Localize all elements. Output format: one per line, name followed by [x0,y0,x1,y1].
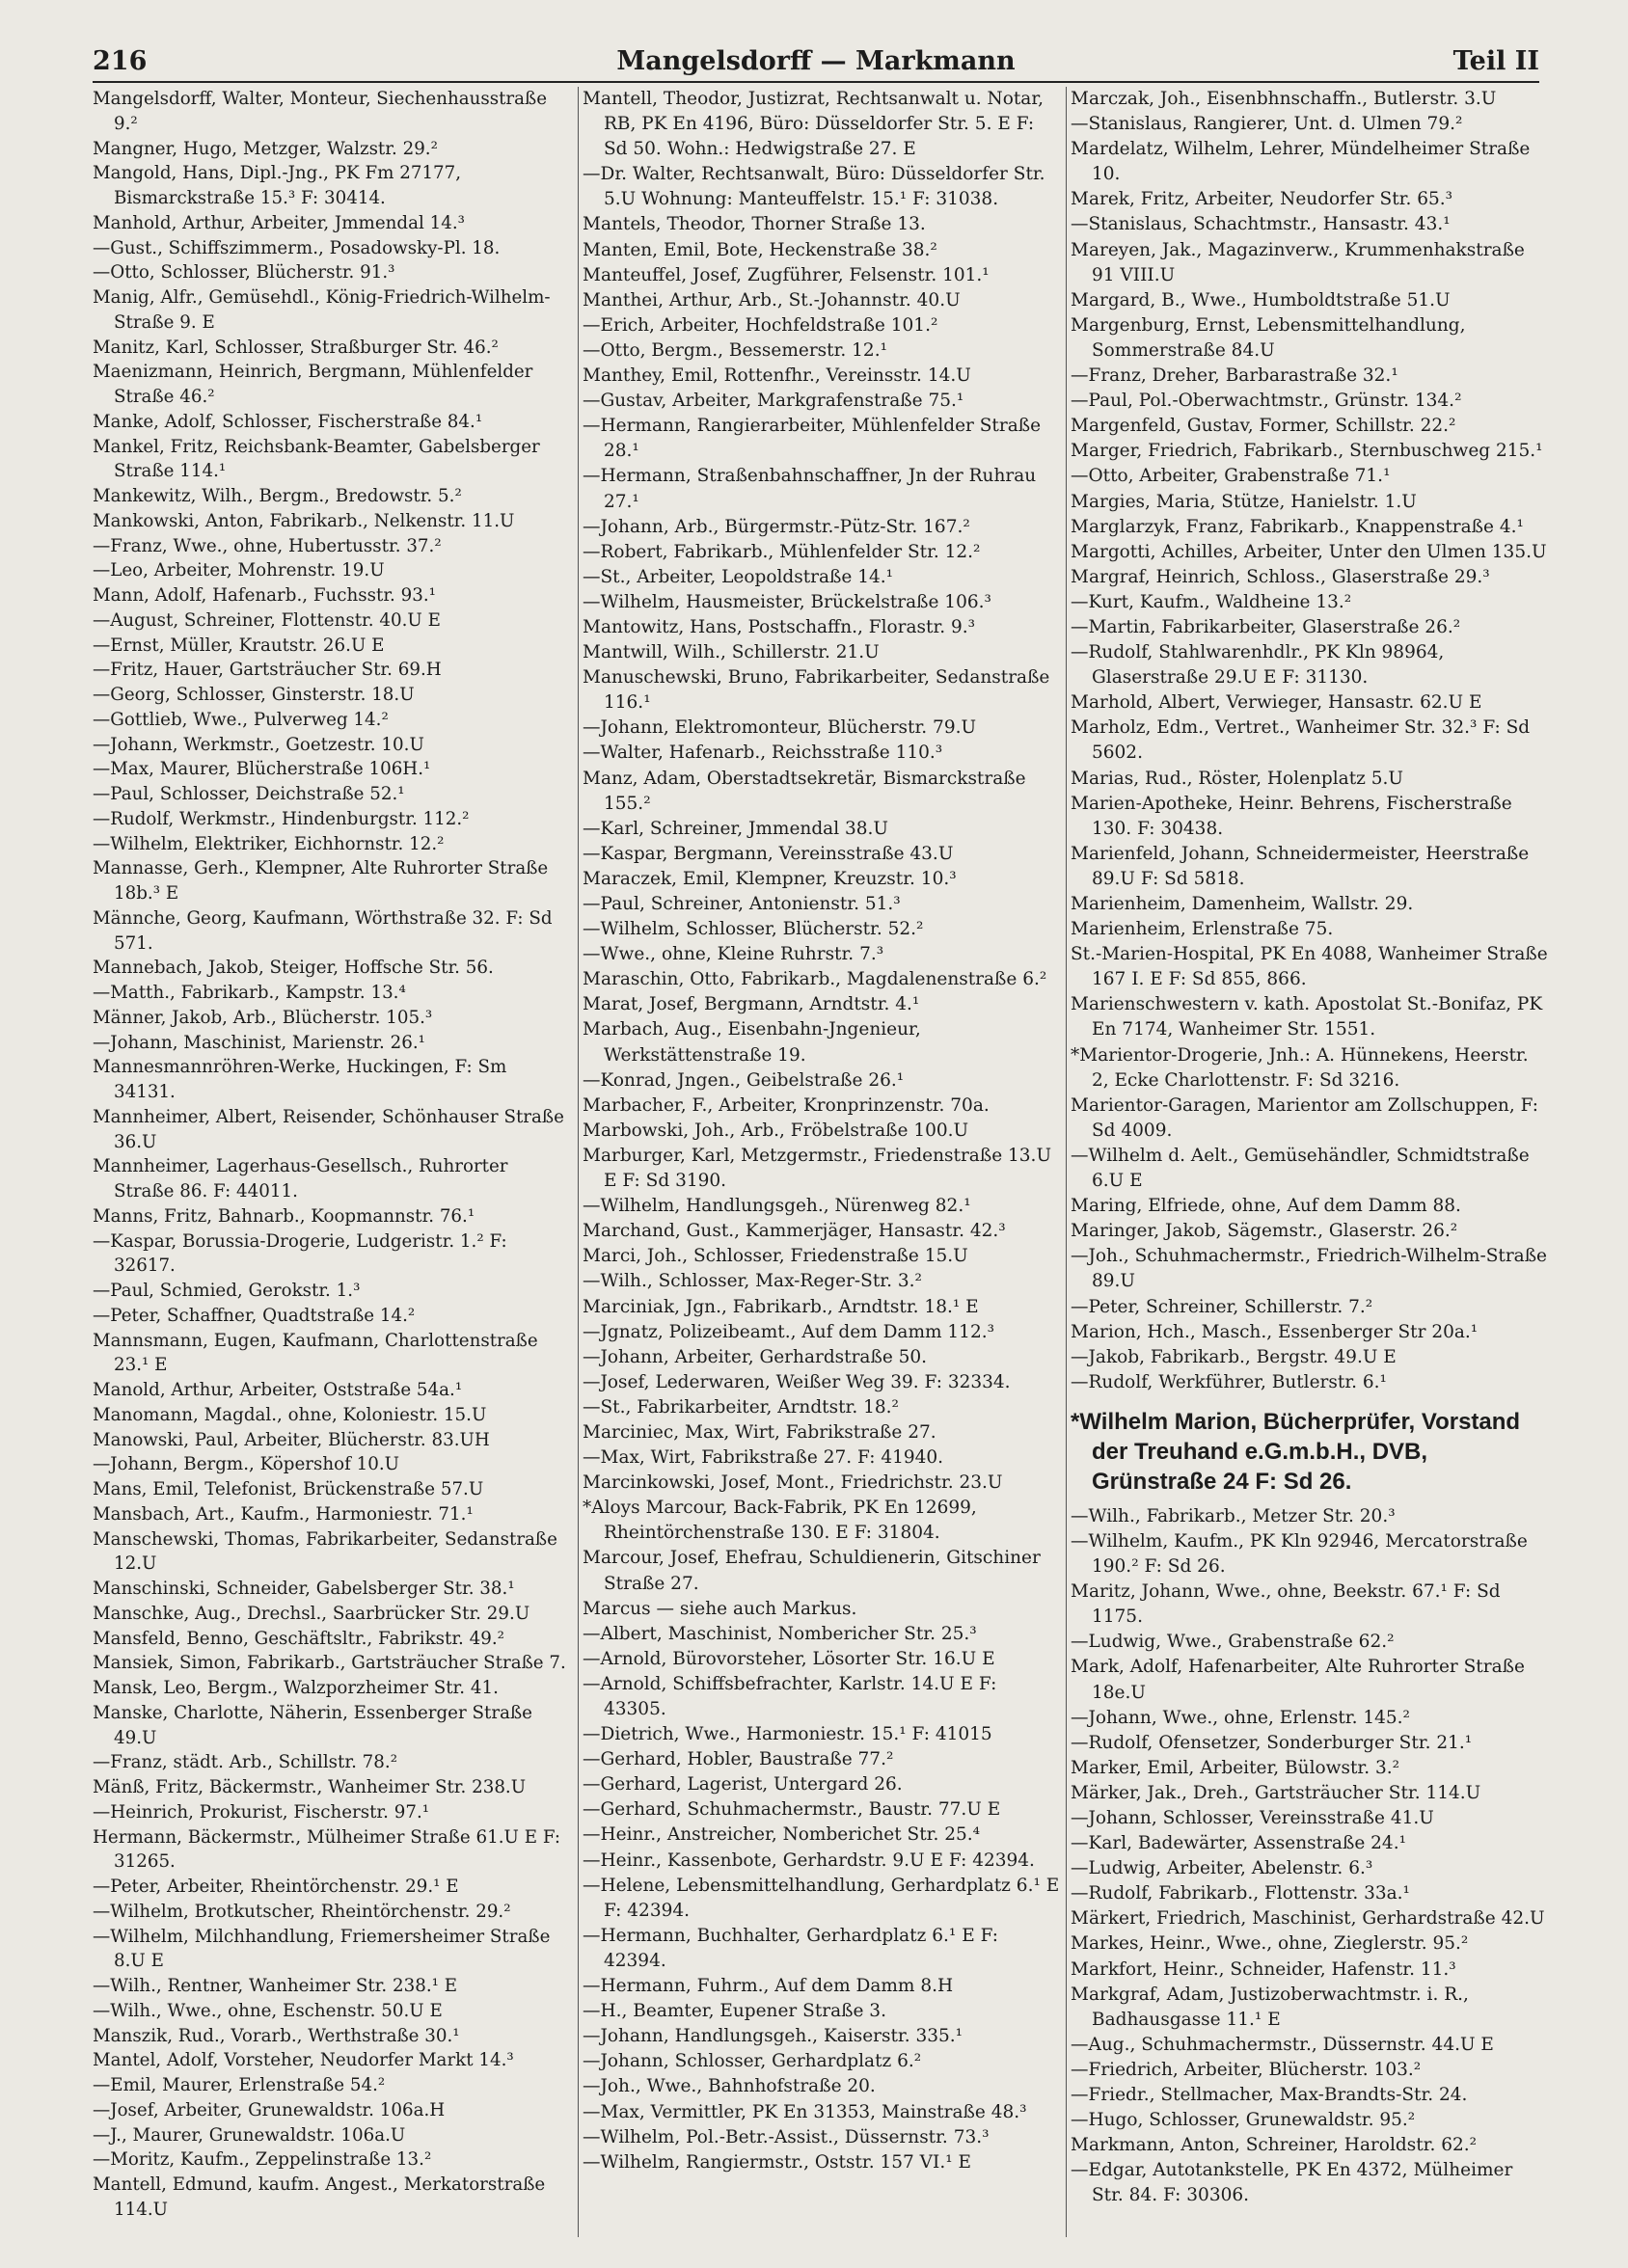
directory-entry: Mannsmann, Eugen, Kaufmann, Charlottenstraße 23.¹ E [93,1330,538,1376]
directory-entry: —Peter, Arbeiter, Rheintörchenstr. 29.¹ E [93,1876,459,1897]
directory-entry: —Johann, Wwe., ohne, Erlenstr. 145.² [1071,1707,1410,1728]
directory-entry: Marbacher, F., Arbeiter, Kronprinzenstr. 70a. [583,1094,990,1116]
directory-entry: Mareyen, Jak., Magazinverw., Krummenhakstraße 91 VIII.U [1071,239,1525,285]
directory-entry: Marker, Emil, Arbeiter, Bülowstr. 3.² [1071,1757,1400,1778]
directory-entry: Manschewski, Thomas, Fabrikarbeiter, Sedanstraße 12.U [93,1528,557,1575]
directory-entry: —Wwe., ohne, Kleine Ruhrstr. 7.³ [583,944,884,965]
directory-entry: Marias, Rud., Röster, Holenplatz 5.U [1071,768,1404,789]
part-label: Teil II [1452,46,1539,76]
directory-entry: Margies, Maria, Stütze, Hanielstr. 1.U [1071,491,1417,512]
directory-entry: —Max, Wirt, Fabrikstraße 27. F: 41940. [583,1447,944,1469]
directory-entry: Mankel, Fritz, Reichsbank-Beamter, Gabelsberger Straße 114.¹ [93,436,540,482]
directory-entry: —Edgar, Autotankstelle, PK En 4372, Mülheimer Str. 84. F: 30306. [1071,2160,1513,2206]
directory-entry: —Gustav, Arbeiter, Markgrafenstraße 75.¹ [583,391,964,412]
advertisement-entry: *Wilhelm Marion, Bücherprüfer, Vorstand der Treuhand e.G.m.b.H., DVB, Grünstraße 24 F: Sd 26. [1071,1408,1521,1495]
directory-entry: Manteuffel, Josef, Zugführer, Felsenstr. 101.¹ [583,264,990,285]
directory-entry: Markes, Heinr., Wwe., ohne, Zieglerstr. 95.² [1071,1933,1469,1955]
directory-entry: —Jakob, Fabrikarb., Bergstr. 49.U E [1071,1346,1397,1367]
directory-entry: —Ernst, Müller, Krautstr. 26.U E [93,634,385,656]
directory-entry: Markfort, Heinr., Schneider, Hafenstr. 11.³ [1071,1958,1456,1980]
directory-entry: —Gottlieb, Wwe., Pulverweg 14.² [93,709,389,730]
directory-entry: Markgraf, Adam, Justizoberwachtmstr. i. R., Badhausgasse 11.¹ E [1071,1984,1469,2030]
directory-entry: Manten, Emil, Bote, Heckenstraße 38.² [583,239,937,260]
directory-entry: Manns, Fritz, Bahnarb., Koopmannstr. 76.¹ [93,1205,475,1227]
directory-entry: —Paul, Pol.-Oberwachtmstr., Grünstr. 134.² [1071,391,1462,412]
directory-entry: Marglarzyk, Franz, Fabrikarb., Knappenstraße 4.¹ [1071,516,1524,537]
directory-entry: Mankewitz, Wilh., Bergm., Bredowstr. 5.² [93,486,462,506]
directory-entry: Mark, Adolf, Hafenarbeiter, Alte Ruhrorter Straße 18e.U [1071,1657,1525,1703]
page-number: 216 [93,46,148,76]
directory-entry: Manz, Adam, Oberstadtsekretär, Bismarckstraße 155.² [583,768,1026,814]
directory-entry: —St., Fabrikarbeiter, Arndtstr. 18.² [583,1396,899,1418]
directory-entry: Mankowski, Anton, Fabrikarb., Nelkenstr. 11.U [93,510,515,531]
directory-entry: —Walter, Hafenarb., Reichsstraße 110.³ [583,742,943,764]
directory-entry: —Johann, Werkmstr., Goetzestr. 10.U [93,734,424,755]
directory-entry: Margenfeld, Gustav, Former, Schillstr. 22.² [1071,416,1456,437]
directory-entry: —Hermann, Fuhrm., Auf dem Damm 8.H [583,1976,954,1997]
directory-entry: —Stanislaus, Rangierer, Unt. d. Ulmen 79.² [1071,114,1463,135]
directory-entry: —Max, Vermittler, PK En 31353, Mainstraße 48.³ [583,2101,1027,2122]
directory-entry: Mantell, Theodor, Justizrat, Rechtsanwalt u. Notar, RB, PK En 4196, Büro: Düsseldorfer Str. 5. E F: Sd 50. Wohn.: Hedwigstraße 27. E [583,89,1045,160]
directory-entry: Marienfeld, Johann, Schneidermeister, Heerstraße 89.U F: Sd 5818. [1071,843,1530,889]
directory-entry: Marion, Hch., Masch., Essenberger Str 20a.¹ [1071,1321,1479,1342]
directory-entry: Manthei, Arthur, Arb., St.-Johannstr. 40.U [583,289,961,310]
directory-entry: —Moritz, Kaufm., Zeppelinstraße 13.² [93,2149,432,2171]
directory-entry: —St., Arbeiter, Leopoldstraße 14.¹ [583,566,894,587]
directory-entry: —Wilhelm, Pol.-Betr.-Assist., Düssernstr. 73.³ [583,2126,990,2147]
directory-entry: Manke, Adolf, Schlosser, Fischerstraße 84.¹ [93,411,483,432]
directory-entry: —Wilhelm, Schlosser, Blücherstr. 52.² [583,919,924,940]
directory-entry: —Joh., Schuhmachermstr., Friedrich-Wilhelm-Straße 89.U [1071,1246,1547,1292]
directory-entry: —Josef, Lederwaren, Weißer Weg 39. F: 32334. [583,1371,1011,1392]
directory-entry: Marburger, Karl, Metzgermstr., Friedenstraße 13.U E F: Sd 3190. [583,1145,1052,1192]
directory-entry: —Friedrich, Arbeiter, Blücherstr. 103.² [1071,2059,1422,2080]
directory-entry: Maraczek, Emil, Klempner, Kreuzstr. 10.³ [583,868,957,889]
directory-entry: Mantell, Edmund, kaufm. Angest., Merkatorstraße 114.U [93,2174,546,2220]
directory-entry: Mannebach, Jakob, Steiger, Hoffsche Str. 56. [93,958,494,979]
directory-entry: Märker, Jak., Dreh., Gartsträucher Str. 114.U [1071,1782,1481,1803]
directory-entry: —Wilhelm, Handlungsgeh., Nürenweg 82.¹ [583,1196,971,1217]
directory-entry: Manthey, Emil, Rottenfhr., Vereinsstr. 14.U [583,365,971,387]
directory-entry: Mangold, Hans, Dipl.-Jng., PK Fm 27177, Bismarckstraße 15.³ F: 30414. [93,163,462,208]
directory-entry: —Ludwig, Arbeiter, Abelenstr. 6.³ [1071,1858,1373,1879]
directory-entry: Maringer, Jakob, Sägemstr., Glaserstr. 26.² [1071,1221,1458,1242]
directory-entry: Mansfeld, Benno, Geschäftsltr., Fabrikstr. 49.² [93,1628,504,1649]
column-right-bottom [1071,1504,1549,2209]
directory-entry: Marcus — siehe auch Markus. [583,1598,857,1619]
directory-entry: —Hermann, Rangierarbeiter, Mühlenfelder Straße 28.¹ [583,416,1042,462]
directory-entry: Mansiek, Simon, Fabrikarb., Gartsträucher Straße 7. [93,1653,566,1674]
directory-entry: Manschke, Aug., Drechsl., Saarbrücker Str. 29.U [93,1603,530,1624]
directory-entry: —Robert, Fabrikarb., Mühlenfelder Str. 12.² [583,541,981,562]
directory-entry: —Hermann, Buchhalter, Gerhardplatz 6.¹ E F: 42394. [583,1925,998,1971]
directory-entry: —Hermann, Straßenbahnschaffner, Jn der Ruhrau 27.¹ [583,466,1037,512]
directory-entry: —Rudolf, Werkführer, Butlerstr. 6.¹ [1071,1371,1387,1392]
directory-entry: —Max, Maurer, Blücherstraße 106H.¹ [93,759,431,780]
page-header [93,46,1539,85]
directory-entry: —Otto, Bergm., Bessemerstr. 12.¹ [583,339,887,361]
directory-entry: —Matth., Fabrikarb., Kampstr. 13.⁴ [93,983,406,1003]
directory-entry: —Albert, Maschinist, Nombericher Str. 25.³ [583,1623,977,1644]
directory-entry: —Johann, Bergm., Köpershof 10.U [93,1454,400,1475]
directory-entry: —Johann, Schlosser, Vereinsstraße 41.U [1071,1808,1434,1828]
directory-entry: —Heinr., Anstreicher, Nomberichet Str. 25.⁴ [583,1824,981,1846]
directory-entry: —Wilhelm, Elektriker, Eichhornstr. 12.² [93,833,445,854]
directory-entry: —Rudolf, Werkmstr., Hindenburgstr. 112.² [93,808,470,829]
directory-entry: —Wilhelm d. Aelt., Gemüsehändler, Schmidtstraße 6.U E [1071,1145,1530,1192]
directory-entry: —Wilh., Wwe., ohne, Eschenstr. 50.U E [93,2000,443,2021]
directory-entry: Marien-Apotheke, Heinr. Behrens, Fischerstraße 130. F: 30438. [1071,793,1512,839]
directory-entry: —Leo, Arbeiter, Mohrenstr. 19.U [93,560,385,581]
directory-entry: Manuschewski, Bruno, Fabrikarbeiter, Sedanstraße 116.¹ [583,667,1050,714]
directory-entry: Marhold, Albert, Verwieger, Hansastr. 62.U E [1071,692,1482,714]
directory-entry: Marbowski, Joh., Arb., Fröbelstraße 100.U [583,1120,969,1141]
directory-entry: —Wilhelm, Brotkutscher, Rheintörchenstr. 29.² [93,1901,511,1922]
directory-entry: Marciniak, Jgn., Fabrikarb., Arndtstr. 18.¹ E [583,1296,979,1317]
directory-entry: —Heinrich, Prokurist, Fischerstr. 97.¹ [93,1801,430,1822]
column-divider [1066,87,1067,2237]
directory-entry: —Friedr., Stellmacher, Max-Brandts-Str. 24. [1071,2085,1468,2106]
directory-entry: —Paul, Schlosser, Deichstraße 52.¹ [93,784,405,804]
directory-entry: Mannheimer, Albert, Reisender, Schönhauser Straße 36.U [93,1106,564,1152]
directory-entry: —Martin, Fabrikarbeiter, Glaserstraße 26.² [1071,616,1461,637]
page-title: Mangelsdorff — Markmann [616,46,1016,76]
column-middle [583,87,1061,2175]
header-rule [93,81,1539,83]
directory-entry: —Wilh., Rentner, Wanheimer Str. 238.¹ E [93,1976,458,1996]
directory-entry: —Dietrich, Wwe., Harmoniestr. 15.¹ F: 41015 [583,1724,992,1745]
directory-entry: —H., Beamter, Eupener Straße 3. [583,2001,886,2022]
directory-entry: —Gerhard, Hobler, Baustraße 77.² [583,1749,894,1770]
directory-entry: —Wilhelm, Kaufm., PK Kln 92946, Mercatorstraße 190.² F: Sd 26. [1071,1530,1528,1578]
directory-entry: —Wilh., Fabrikarb., Metzer Str. 20.³ [1071,1505,1396,1526]
directory-entry: —Georg, Schlosser, Ginsterstr. 18.U [93,685,415,705]
directory-entry: —Johann, Handlungsgeh., Kaiserstr. 335.¹ [583,2026,963,2047]
directory-entry: —Arnold, Bürovorsteher, Lösorter Str. 16.U E [583,1648,995,1669]
directory-entry: Männche, Georg, Kaufmann, Wörthstraße 32. F: Sd 571. [93,907,553,954]
directory-entry: Maritz, Johann, Wwe., ohne, Beekstr. 67.¹ F: Sd 1175. [1071,1581,1501,1628]
directory-entry: Marciniec, Max, Wirt, Fabrikstraße 27. [583,1421,936,1443]
directory-entry: —Wilhelm, Rangiermstr., Oststr. 157 VI.¹ E [583,2151,972,2173]
directory-entry: Maraschin, Otto, Fabrikarb., Magdalenenstraße 6.² [583,969,1047,990]
directory-entry: —Kaspar, Borussia-Drogerie, Ludgeristr. 1.² F: 32617. [93,1230,507,1277]
directory-entry: Marcinkowski, Josef, Mont., Friedrichstr. 23.U [583,1472,1003,1494]
directory-entry: Marek, Fritz, Arbeiter, Neudorfer Str. 65.³ [1071,189,1453,210]
directory-entry: —Franz, Wwe., ohne, Hubertusstr. 37.² [93,535,442,556]
column-right [1071,87,1549,2209]
directory-entry: *Aloys Marcour, Back-Fabrik, PK En 12699, Rheintörchenstraße 130. E F: 31804. [583,1498,977,1544]
directory-entry: Marczak, Joh., Eisenbhnschaffn., Butlerstr. 3.U [1071,89,1497,109]
directory-entry: —Wilhelm, Milchhandlung, Friemersheimer Straße 8.U E [93,1926,551,1972]
directory-entry: Mantowitz, Hans, Postschaffn., Florastr. 9.³ [583,616,976,637]
directory-entry: —Rudolf, Fabrikarb., Flottenstr. 33a.¹ [1071,1883,1410,1904]
directory-entry: Marienheim, Damenheim, Wallstr. 29. [1071,894,1414,914]
directory-entry: —Wilh., Schlosser, Max-Reger-Str. 3.² [583,1271,922,1292]
directory-entry: —August, Schreiner, Flottenstr. 40.U E [93,609,441,631]
directory-entry: Manitz, Karl, Schlosser, Straßburger Str. 46.² [93,337,499,358]
directory-entry: —Arnold, Schiffsbefrachter, Karlstr. 14.U E F: 43305. [583,1673,997,1719]
directory-entry: Mangner, Hugo, Metzger, Walzstr. 29.² [93,138,438,159]
directory-entry: Mansbach, Art., Kaufm., Harmoniestr. 71.¹ [93,1503,474,1525]
column-left [93,87,571,2223]
directory-entry: —Johann, Maschinist, Marienstr. 26.¹ [93,1032,425,1053]
directory-entry: Manhold, Arthur, Arbeiter, Jmmendal 14.³ [93,212,465,233]
directory-entry: —Johann, Arb., Bürgermstr.-Pütz-Str. 167.² [583,516,970,537]
directory-entry: Marbach, Aug., Eisenbahn-Jngenieur, Werkstättenstraße 19. [583,1019,921,1066]
directory-entry: —Konrad, Jngen., Geibelstraße 26.¹ [583,1069,905,1091]
directory-entry: —Paul, Schreiner, Antonienstr. 51.³ [583,894,901,914]
directory-entry: —Rudolf, Stahlwarenhdlr., PK Kln 98964, Glaserstraße 29.U E F: 31130. [1071,642,1445,688]
directory-entry: —Paul, Schmied, Gerokstr. 1.³ [93,1281,361,1301]
directory-entry: Markmann, Anton, Schreiner, Haroldstr. 62.² [1071,2135,1478,2156]
directory-entry: Marholz, Edm., Vertret., Wanheimer Str. 32.³ F: Sd 5602. [1071,717,1531,764]
directory-entry: Marchand, Gust., Kammerjäger, Hansastr. 42.³ [583,1221,1006,1242]
directory-entry: Marientor-Garagen, Marientor am Zollschuppen, F: Sd 4009. [1071,1094,1538,1141]
directory-entry: —Wilhelm, Hausmeister, Brückelstraße 106.³ [583,591,991,612]
directory-entry: —Kaspar, Bergmann, Vereinsstraße 43.U [583,843,954,864]
directory-entry: Manske, Charlotte, Näherin, Essenberger Straße 49.U [93,1702,532,1748]
directory-entry: Margard, B., Wwe., Humboldtstraße 51.U [1071,289,1451,310]
directory-entry: —Dr. Walter, Rechtsanwalt, Büro: Düsseldorfer Str. 5.U Wohnung: Manteuffelstr. 15.¹ F: 31038. [583,164,1045,210]
directory-entry: Maenizmann, Heinrich, Bergmann, Mühlenfelder Straße 46.² [93,362,533,407]
directory-entry: *Marientor-Drogerie, Jnh.: A. Hünnekens, Heerstr. 2, Ecke Charlottenstr. F: Sd 3216. [1071,1044,1529,1091]
directory-entry: Mannheimer, Lagerhaus-Gesellsch., Ruhrorter Straße 86. F: 44011. [93,1156,508,1202]
directory-entry: —Erich, Arbeiter, Hochfeldstraße 101.² [583,314,938,336]
directory-entry: —Jgnatz, Polizeibeamt., Auf dem Damm 112.³ [583,1321,995,1342]
directory-entry: —Karl, Badewärter, Assenstraße 24.¹ [1071,1833,1406,1854]
directory-entry: Margotti, Achilles, Arbeiter, Unter den Ulmen 135.U [1071,541,1547,562]
directory-entry: —Emil, Maurer, Erlenstraße 54.² [93,2075,386,2095]
directory-entry: —Joh., Wwe., Bahnhofstraße 20. [583,2076,876,2097]
directory-entry: Mann, Adolf, Hafenarb., Fuchsstr. 93.¹ [93,585,436,606]
directory-entry: St.-Marien-Hospital, PK En 4088, Wanheimer Straße 167 I. E F: Sd 855, 866. [1071,944,1548,990]
directory-entry: —Johann, Elektromonteur, Blücherstr. 79.U [583,717,977,739]
directory-entry: Mardelatz, Wilhelm, Lehrer, Mündelheimer Straße 10. [1071,139,1531,185]
directory-entry: Marat, Josef, Bergmann, Arndtstr. 4.¹ [583,994,920,1015]
directory-entry: Manomann, Magdal., ohne, Koloniestr. 15.U [93,1404,487,1425]
directory-entry: —Otto, Schlosser, Blücherstr. 91.³ [93,262,395,284]
directory-entry: —Ludwig, Wwe., Grabenstraße 62.² [1071,1632,1395,1653]
directory-entry: —Franz, Dreher, Barbarastraße 32.¹ [1071,365,1398,387]
directory-entry: Marcour, Josef, Ehefrau, Schuldienerin, Gitschiner Straße 27. [583,1548,1041,1594]
directory-entry: Mantels, Theodor, Thorner Straße 13. [583,214,926,235]
directory-entry: Mans, Emil, Telefonist, Brückenstraße 57.U [93,1479,484,1499]
directory-entry: —Johann, Schlosser, Gerhardplatz 6.² [583,2051,922,2072]
directory-entry: —Franz, städt. Arb., Schillstr. 78.² [93,1752,398,1773]
directory-entry: Margraf, Heinrich, Schloss., Glaserstraße 29.³ [1071,566,1490,587]
directory-entry: Marger, Friedrich, Fabrikarb., Sternbuschweg 215.¹ [1071,441,1543,462]
directory-entry: —Gerhard, Lagerist, Untergard 26. [583,1774,903,1796]
directory-entry: —Otto, Arbeiter, Grabenstraße 71.¹ [1071,466,1391,487]
directory-entry: Hermann, Bäckermstr., Mülheimer Straße 61.U E F: 31265. [93,1826,560,1873]
directory-entry: Märkert, Friedrich, Maschinist, Gerhardstraße 42.U [1071,1908,1545,1930]
directory-entry: Maring, Elfriede, ohne, Auf dem Damm 88. [1071,1196,1461,1217]
directory-entry: —Peter, Schaffner, Quadtstraße 14.² [93,1305,416,1326]
directory-entry: —Heinr., Kassenbote, Gerhardstr. 9.U E F: 42394. [583,1850,1035,1871]
directory-entry: —J., Maurer, Grunewaldstr. 106a.U [93,2124,406,2146]
directory-entry: Mänß, Fritz, Bäckermstr., Wanheimer Str. 238.U [93,1777,527,1797]
directory-entry: —Karl, Schreiner, Jmmendal 38.U [583,818,889,839]
directory-entry: Mansk, Leo, Bergm., Walzporzheimer Str. 41. [93,1678,499,1698]
directory-entry: —Josef, Arbeiter, Grunewaldstr. 106a.H [93,2099,446,2120]
column-divider [578,87,579,2237]
directory-entry: Manig, Alfr., Gemüsehdl., König-Friedrich-Wilhelm-Straße 9. E [93,287,551,333]
directory-entry: —Peter, Schreiner, Schillerstr. 7.² [1071,1296,1373,1317]
directory-entry: Männer, Jakob, Arb., Blücherstr. 105.³ [93,1007,433,1028]
directory-entry: Margenburg, Ernst, Lebensmittelhandlung, Sommerstraße 84.U [1071,314,1466,361]
directory-entry: —Kurt, Kaufm., Waldheine 13.² [1071,591,1352,612]
directory-entry: —Stanislaus, Schachtmstr., Hansastr. 43.¹ [1071,214,1451,235]
directory-entry: Mantel, Adolf, Vorsteher, Neudorfer Markt 14.³ [93,2050,514,2071]
directory-entry: Mangelsdorff, Walter, Monteur, Siechenhausstraße 9.² [93,89,548,134]
directory-entry: Manszik, Rud., Vorarb., Werthstraße 30.¹ [93,2025,460,2046]
directory-entry: Manschinski, Schneider, Gabelsberger Str. 38.¹ [93,1579,515,1599]
directory-entry: —Gerhard, Schuhmachermstr., Baustr. 77.U E [583,1799,1001,1821]
directory-entry: Mannesmannröhren-Werke, Huckingen, F: Sm 34131. [93,1057,507,1102]
directory-entry: —Johann, Arbeiter, Gerhardstraße 50. [583,1346,928,1367]
directory-entry: Mannasse, Gerh., Klempner, Alte Ruhrorter Straße 18b.³ E [93,858,549,904]
directory-entry: —Rudolf, Ofensetzer, Sonderburger Str. 21.¹ [1071,1732,1473,1753]
directory-entry: —Gust., Schiffszimmerm., Posadowsky-Pl. 18. [93,237,501,258]
directory-entry: Marienheim, Erlenstraße 75. [1071,919,1334,940]
directory-entry: Mantwill, Wilh., Schillerstr. 21.U [583,642,880,663]
directory-entry: —Fritz, Hauer, Gartsträucher Str. 69.H [93,660,442,681]
directory-entry: —Aug., Schuhmachermstr., Düssernstr. 44.U E [1071,2034,1494,2055]
directory-entry: Manold, Arthur, Arbeiter, Oststraße 54a.¹ [93,1380,463,1400]
directory-entry: —Helene, Lebensmittelhandlung, Gerhardplatz 6.¹ E F: 42394. [583,1875,1060,1921]
directory-entry: Manowski, Paul, Arbeiter, Blücherstr. 83.UH [93,1429,490,1450]
directory-entry: Marci, Joh., Schlosser, Friedenstraße 15.U [583,1246,968,1267]
directory-entry: —Hugo, Schlosser, Grunewaldstr. 95.² [1071,2110,1416,2131]
directory-entry: Marienschwestern v. kath. Apostolat St.-Bonifaz, PK En 7174, Wanheimer Str. 1551. [1071,994,1543,1040]
column-right-top [1071,87,1549,1395]
